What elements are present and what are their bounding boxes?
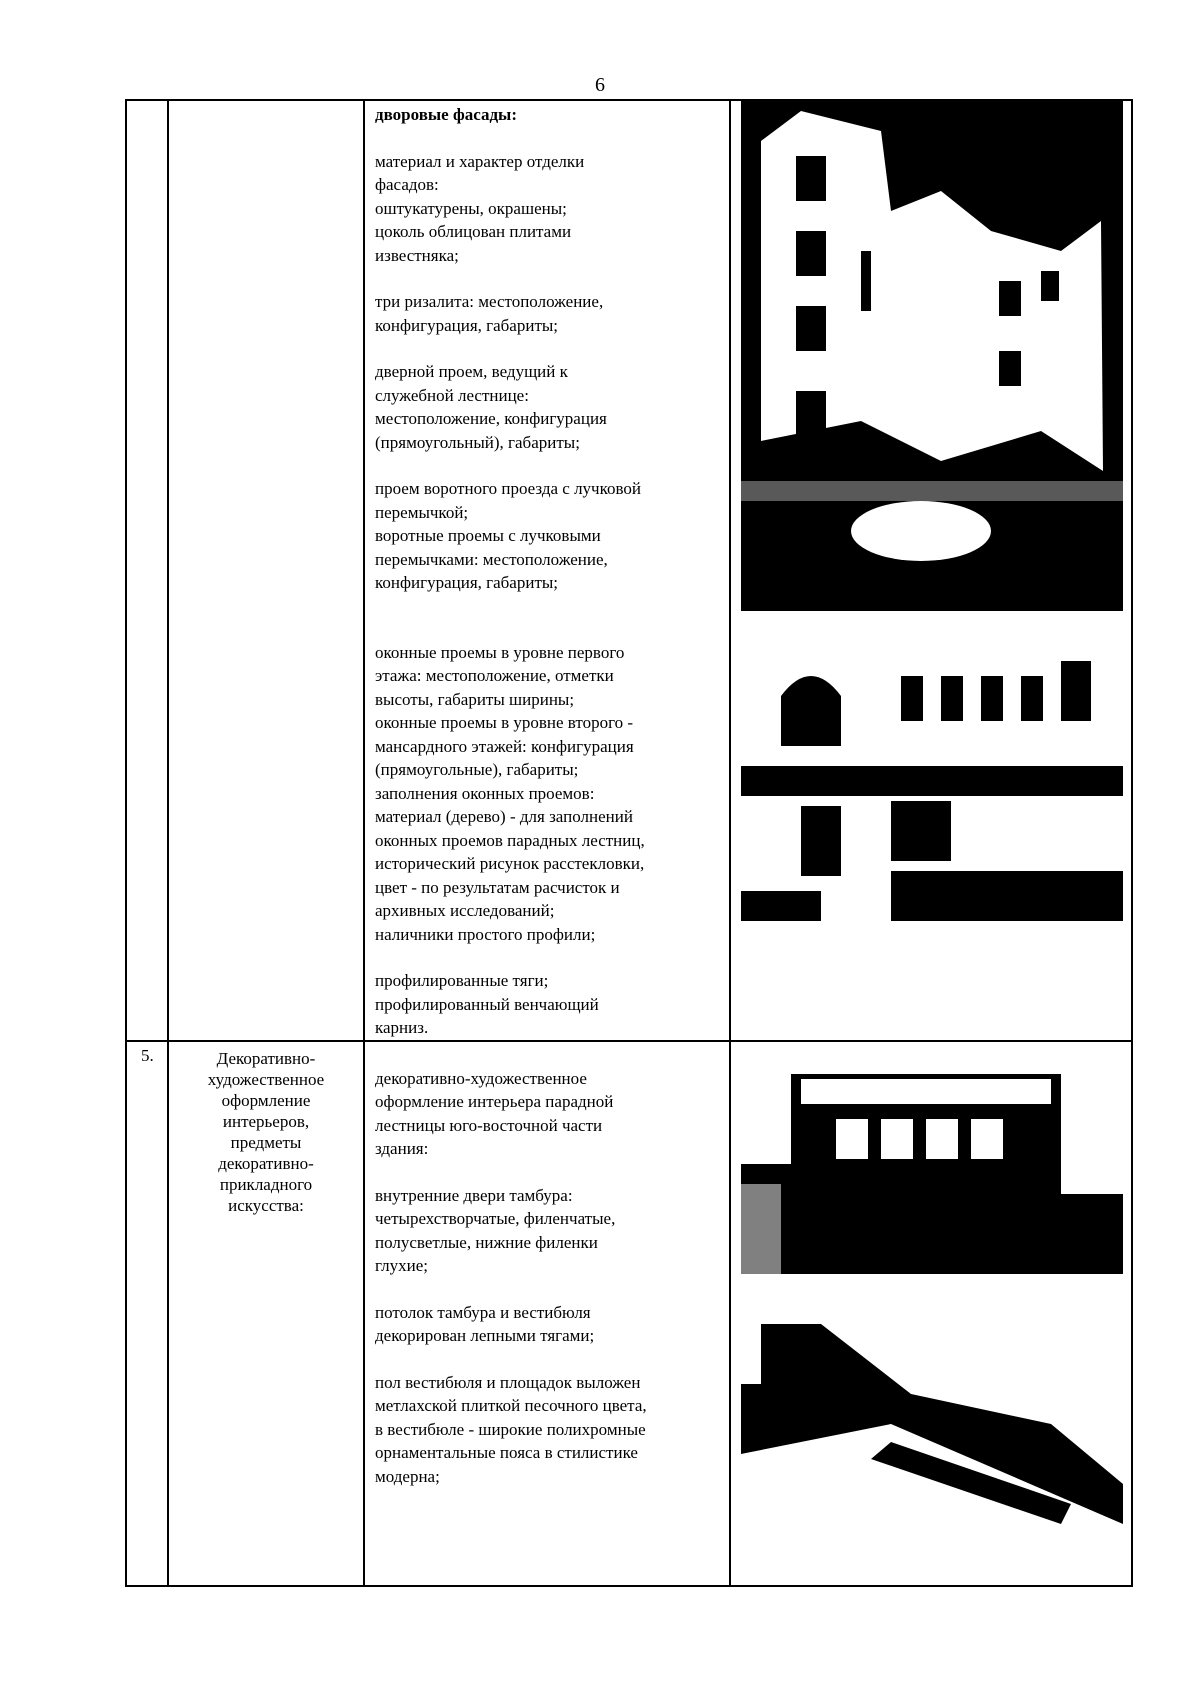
row-name-line: искусства: xyxy=(228,1195,304,1215)
row-description xyxy=(364,1041,730,1586)
description-line: фасадов: xyxy=(375,175,439,194)
description-line: декоративно-художественное xyxy=(375,1068,587,1088)
description-line: (прямоугольный), габариты; xyxy=(375,432,580,452)
description-line: высоты, габариты ширины; xyxy=(375,689,575,709)
description-line: лестницы юго-восточной части xyxy=(375,1115,603,1135)
features-table xyxy=(125,99,1133,1587)
table-row xyxy=(126,1041,1132,1586)
description-line: конфигурация, габариты; xyxy=(375,573,559,592)
table-row xyxy=(126,100,1132,1041)
page-number: 6 xyxy=(595,74,605,96)
row-name xyxy=(168,100,364,1041)
row-number: 5. xyxy=(126,1041,168,1586)
description-line: дверной проем, ведущий к xyxy=(375,362,568,381)
paragraph-gap xyxy=(375,595,719,641)
description-line: здания: xyxy=(375,1139,429,1158)
description-line: этажа: местоположение, отметки xyxy=(375,666,614,685)
row-name-line: художественное xyxy=(207,1069,325,1089)
description-line: архивных исследований; xyxy=(375,901,555,920)
row-name-line: декоративно- xyxy=(218,1153,314,1173)
row-photos xyxy=(730,100,1132,1041)
description-line: оконных проемов парадных лестниц, xyxy=(375,830,645,850)
paragraph-gap xyxy=(375,337,719,360)
description-line: служебной лестнице: xyxy=(375,385,529,405)
paragraph-gap xyxy=(375,127,719,150)
vestibule-doors-photo xyxy=(741,1044,1123,1299)
description-line: известняка; xyxy=(375,245,459,265)
description-line: перемычкой; xyxy=(375,502,469,522)
description-line: (прямоугольные), габариты; xyxy=(375,760,579,779)
description-line: профилированный венчающий xyxy=(375,994,599,1014)
description-line: исторический рисунок расстекловки, xyxy=(375,854,645,873)
description-line: метлахской плиткой песочного цвета, xyxy=(375,1396,647,1415)
description-line: орнаментальные пояса в стилистике xyxy=(375,1443,638,1462)
description-line: заполнения оконных проемов: xyxy=(375,783,595,803)
paragraph-gap xyxy=(375,1161,719,1184)
row-description xyxy=(364,100,730,1041)
row-name-line: Декоративно- xyxy=(216,1048,316,1068)
description-line: полусветлые, нижние филенки xyxy=(375,1232,598,1252)
description-line: материал и характер отделки xyxy=(375,151,585,171)
description-line: внутренние двери тамбура: xyxy=(375,1185,573,1205)
description-line: конфигурация, габариты; xyxy=(375,315,559,335)
row-number xyxy=(126,100,168,1041)
courtyard-windows-photo xyxy=(741,636,1123,921)
description-line: оконные проемы в уровне второго - xyxy=(375,713,634,732)
description-line: материал (дерево) - для заполнений xyxy=(375,807,633,826)
description-line: цоколь облицован плитами xyxy=(375,222,572,241)
description-line: профилированные тяги; xyxy=(375,971,549,990)
row-name-line: оформление xyxy=(221,1090,311,1110)
section-heading: дворовые фасады: xyxy=(375,105,517,124)
description-line: перемычками: местоположение, xyxy=(375,549,608,569)
paragraph-gap xyxy=(375,1044,719,1067)
row-name-line: предметы xyxy=(230,1132,302,1152)
row-photos xyxy=(730,1041,1132,1586)
description-line: в вестибюле - широкие полихромные xyxy=(375,1419,646,1439)
description-line: оштукатурены, окрашены; xyxy=(375,198,567,218)
description-line: карниз. xyxy=(375,1018,429,1037)
description-line: декорирован лепными тягами; xyxy=(375,1326,595,1345)
description-line: наличники простого профили; xyxy=(375,924,596,944)
description-line: модерна; xyxy=(375,1466,440,1486)
description-line: мансардного этажей: конфигурация xyxy=(375,736,634,756)
paragraph-gap xyxy=(375,267,719,290)
paragraph-gap xyxy=(375,454,719,477)
description-line: три ризалита: местоположение, xyxy=(375,292,604,311)
description-line: потолок тамбура и вестибюля xyxy=(375,1302,591,1322)
vestibule-floor-photo xyxy=(741,1324,1123,1539)
description-line: проем воротного проезда с лучковой xyxy=(375,479,642,498)
description-line: глухие; xyxy=(375,1256,428,1275)
courtyard-facade-photo xyxy=(741,101,1123,611)
paragraph-gap xyxy=(375,946,719,969)
description-line: воротные проемы с лучковыми xyxy=(375,526,601,545)
paragraph-gap xyxy=(375,1348,719,1371)
row-name-line: прикладного xyxy=(219,1174,313,1194)
description-line: оконные проемы в уровне первого xyxy=(375,642,625,662)
description-line: местоположение, конфигурация xyxy=(375,409,607,428)
description-line: оформление интерьера парадной xyxy=(375,1092,614,1111)
description-line: цвет - по результатам расчисток и xyxy=(375,877,620,897)
row-name-line: интерьеров, xyxy=(222,1111,310,1131)
paragraph-gap xyxy=(375,1278,719,1301)
description-line: четырехстворчатые, филенчатые, xyxy=(375,1209,616,1228)
row-name xyxy=(168,1041,364,1586)
description-line: пол вестибюля и площадок выложен xyxy=(375,1372,641,1392)
